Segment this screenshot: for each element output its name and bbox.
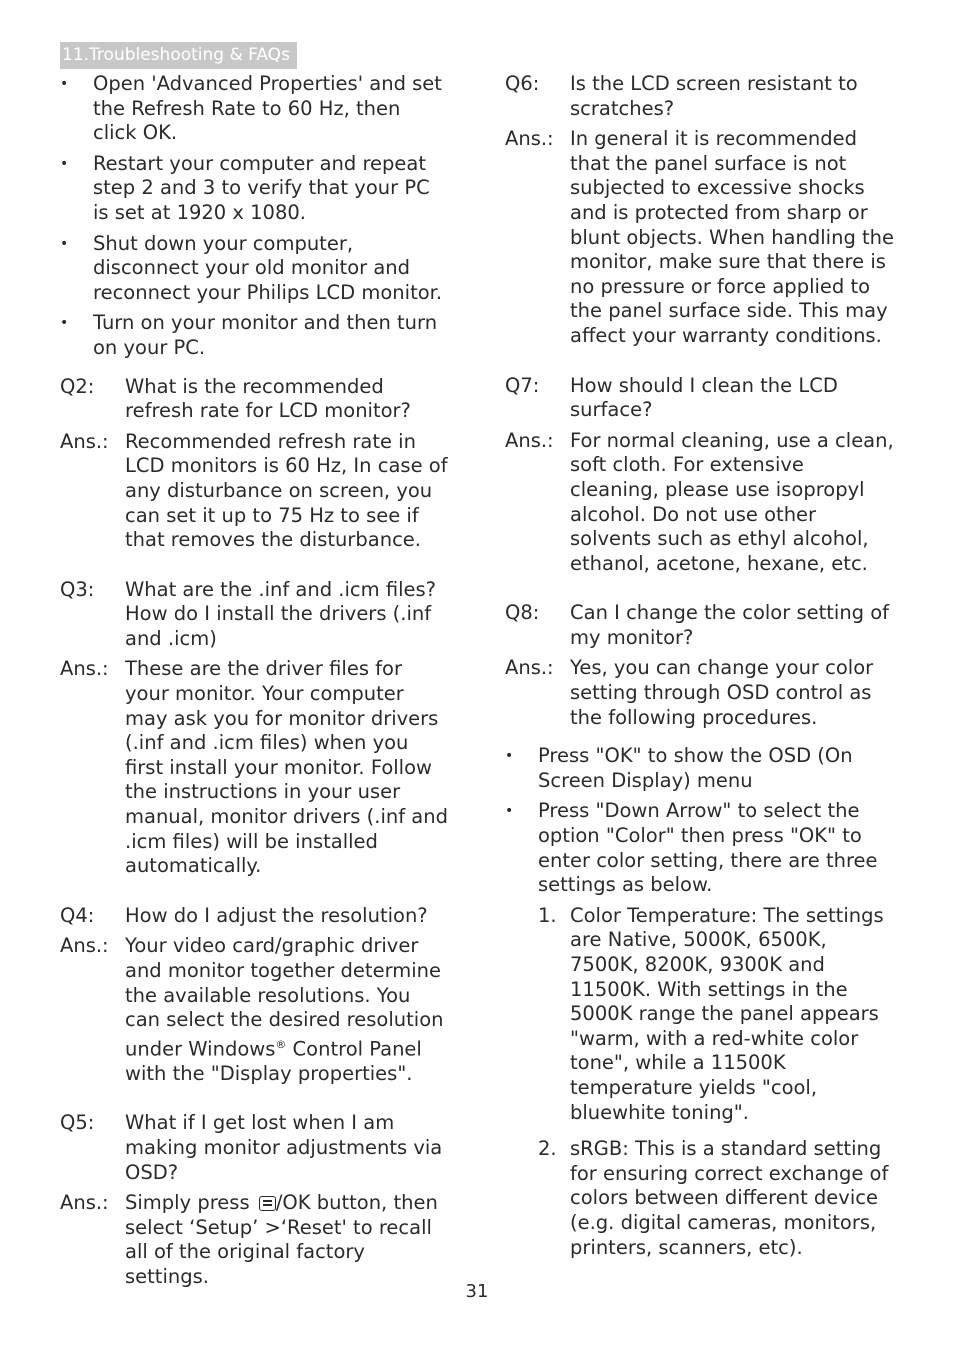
bullet-dot-icon: • xyxy=(505,803,514,820)
bullet-text: Restart your computer and repeat step 2 and 3 to verify that your PC is set at 1920 x 1080. xyxy=(93,151,430,224)
answer-text: Recommended refresh rate in LCD monitors is 60 Hz, In case of any disturbance on screen, you can set it up to 75 Hz to see if that removes the disturbance. xyxy=(125,429,448,552)
menu-button-icon xyxy=(259,1196,276,1211)
bullet-dot-icon: • xyxy=(60,315,69,332)
answer-q3 xyxy=(60,657,450,878)
answer-tag: Ans.: xyxy=(60,657,109,681)
answer-tag: Ans.: xyxy=(60,429,109,453)
item-text: sRGB: This is a standard setting for ensuring correct exchange of colors between different device (e.g. digital cameras, monitors, printers, scanners, etc). xyxy=(570,1137,889,1259)
answer-q6 xyxy=(505,127,895,348)
question-q3 xyxy=(60,578,450,652)
answer-tag: Ans.: xyxy=(505,428,554,452)
question-tag: Q4: xyxy=(60,903,95,927)
registered-mark: ® xyxy=(275,1037,287,1051)
question-text: What if I get lost when I am making monitor adjustments via OSD? xyxy=(125,1111,443,1184)
answer-q8 xyxy=(505,656,895,730)
bullet-dot-icon: • xyxy=(505,748,514,765)
bullet-item xyxy=(60,232,450,306)
answer-q4 xyxy=(60,934,450,1086)
question-tag: Q2: xyxy=(60,374,95,398)
bullet-text: Open 'Advanced Properties' and set the Refresh Rate to 60 Hz, then click OK. xyxy=(93,72,442,145)
answer-tag: Ans.: xyxy=(60,1191,109,1215)
page-number: 31 xyxy=(465,1281,489,1302)
question-q5 xyxy=(60,1111,450,1185)
question-q6 xyxy=(505,72,895,121)
item-text: Color Temperature: The settings are Native, 5000K, 6500K, 7500K, 8200K, 9300K and 11500K. With settings in the 5000K range the panel appears "warm, with a red-white color tone", while a 11500K temperature yields "cool, bluewhite toning". xyxy=(570,903,884,1124)
bullet-dot-icon: • xyxy=(60,76,69,92)
right-column xyxy=(505,72,895,1266)
question-tag: Q8: xyxy=(505,601,540,625)
answer-text-part1: Simply press xyxy=(125,1191,256,1215)
bullet-item xyxy=(60,311,450,360)
ok-button-label: /OK xyxy=(275,1191,311,1215)
question-text: Is the LCD screen resistant to scratches? xyxy=(570,72,858,120)
answer-text xyxy=(125,1191,450,1289)
question-tag: Q7: xyxy=(505,373,540,397)
question-text: What is the recommended refresh rate for LCD monitor? xyxy=(125,374,411,423)
answer-tag: Ans.: xyxy=(505,127,554,151)
answer-text: These are the driver files for your monitor. Your computer may ask you for monitor drivers (.inf and .icm files) when you first install your monitor. Follow the instructions in your user manual, monitor drivers (.inf and .icm files) will be installed automatically. xyxy=(125,657,448,878)
bullet-text: Press "OK" to show the OSD (On Screen Display) menu xyxy=(538,744,853,792)
answer-q7 xyxy=(505,429,895,577)
answer-text xyxy=(125,934,450,1086)
answer-text-part2: button, then select ‘Setup’ >‘Reset' to recall all of the original factory settings. xyxy=(125,1191,438,1289)
question-tag: Q6: xyxy=(505,72,540,95)
item-number: 1. xyxy=(538,903,557,927)
bullet-text: Press "Down Arrow" to select the option "Color" then press "OK" to enter color setting, there are three settings as below. xyxy=(538,799,878,897)
bullet-dot-icon: • xyxy=(60,235,69,252)
bullet-item xyxy=(505,799,895,897)
answer-tag: Ans.: xyxy=(60,934,109,958)
section-header: 11.Troubleshooting & FAQs xyxy=(60,42,297,69)
numbered-item xyxy=(538,1137,895,1260)
question-q8 xyxy=(505,601,895,650)
question-text: Can I change the color setting of my monitor? xyxy=(570,601,890,649)
answer-q5 xyxy=(60,1191,450,1289)
answer-text: In general it is recommended that the panel surface is not subjected to excessive shocks and is protected from sharp or blunt objects. When handling the monitor, make sure that there is no pressure or force applied to the panel surface side. This may affect your warranty conditions. xyxy=(570,127,895,347)
bullet-item xyxy=(60,72,450,146)
left-column xyxy=(60,72,450,1296)
bullet-item xyxy=(60,152,450,226)
bullet-text: Shut down your computer, disconnect your old monitor and reconnect your Philips LCD monitor. xyxy=(93,231,443,304)
question-tag: Q5: xyxy=(60,1111,95,1135)
bullet-item xyxy=(505,744,895,793)
answer-text-part1: Your video card/graphic driver and monitor together determine the available resolutions. You can select the desired resolution under Windows xyxy=(125,934,444,1061)
item-number: 2. xyxy=(538,1137,557,1161)
question-text: What are the .inf and .icm files? How do I install the drivers (.inf and .icm) xyxy=(125,577,437,650)
question-text: How should I clean the LCD surface? xyxy=(570,373,838,422)
numbered-item xyxy=(538,904,895,1125)
answer-text-part2: Control Panel with the "Display properties". xyxy=(125,1037,422,1085)
answer-q2 xyxy=(60,430,450,553)
answer-text: Yes, you can change your color setting through OSD control as the following procedures. xyxy=(570,656,874,729)
answer-tag: Ans.: xyxy=(505,656,554,680)
answer-text: For normal cleaning, use a clean, soft cloth. For extensive cleaning, please use isopropyl alcohol. Do not use other solvents such as ethyl alcohol, ethanol, acetone, hexane, etc. xyxy=(570,428,894,575)
question-q7 xyxy=(505,374,895,423)
question-q4 xyxy=(60,904,450,929)
bullet-dot-icon: • xyxy=(60,155,69,172)
question-text: How do I adjust the resolution? xyxy=(125,903,428,927)
question-tag: Q3: xyxy=(60,577,95,601)
question-q2 xyxy=(60,375,450,424)
bullet-text: Turn on your monitor and then turn on your PC. xyxy=(93,311,438,359)
